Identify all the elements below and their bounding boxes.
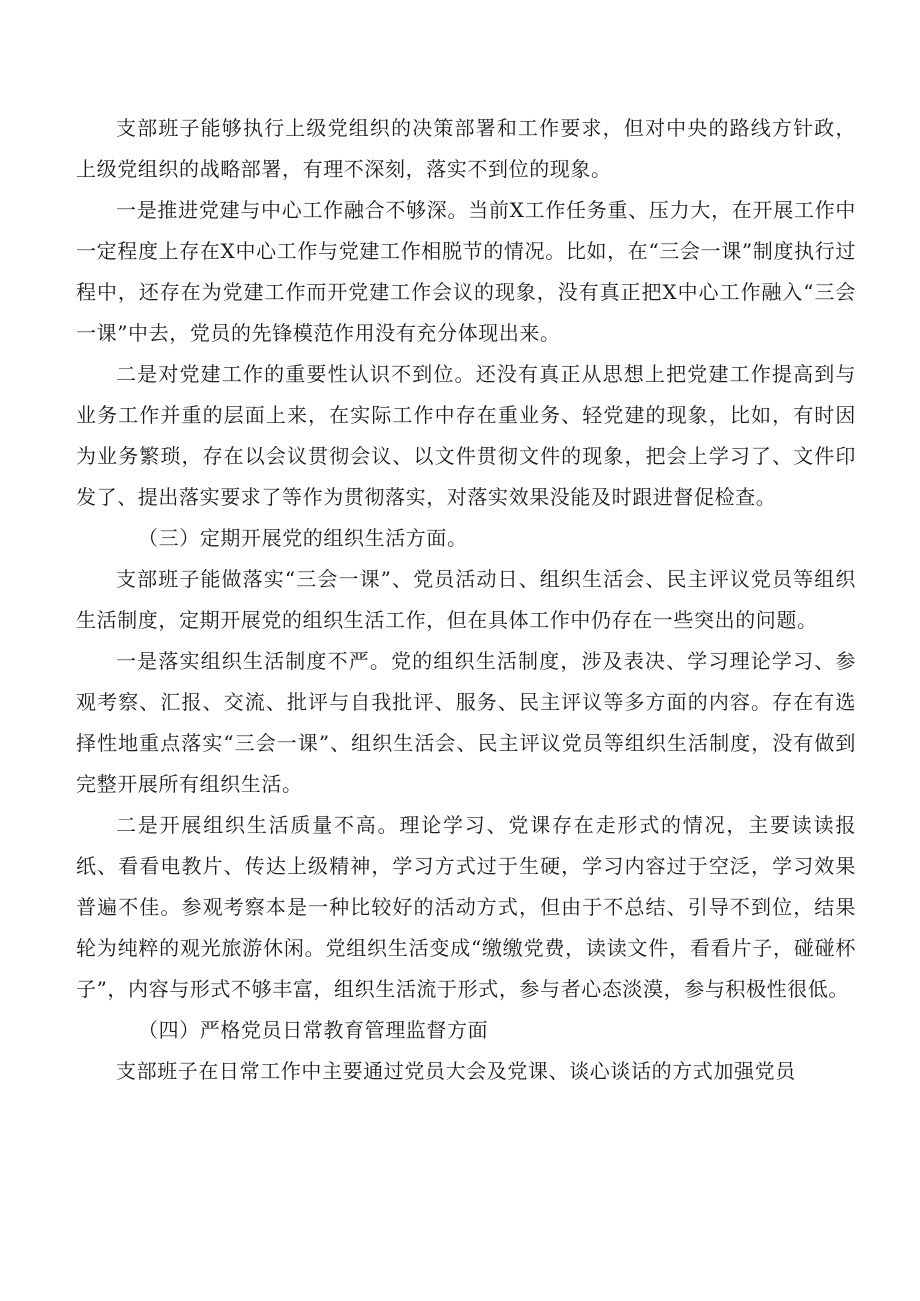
paragraph-section-three-point-two: 二是开展组织生活质量不高。理论学习、党课存在走形式的情况，主要读读报纸、看看电教片、传达上级精神，学习方式过于生硬，学习内容过于空泛，学习效果普遍不佳。参观考察本是一种比较好的活动方式，但由于不总结、引导不到位，结果轮为纯粹的观光旅游休闲。党组织生活变成“缴缴党费，读读文件，看看片子，碰碰杯子”，内容与形式不够丰富，组织生活流于形式，参与者心态淡漠，参与积极性很低。	[76, 813, 856, 1001]
paragraph-point-one: 一是推进党建与中心工作融合不够深。当前X工作任务重、压力大，在开展工作中一定程度上存在X中心工作与党建工作相脱节的情况。比如，在“三会一课”制度执行过程中，还存在为党建工作而开党建工作会议的现象，没有真正把X中心工作融入“三会一课”中去，党员的先锋模范作用没有充分体现出来。	[76, 198, 856, 345]
paragraph-point-two: 二是对党建工作的重要性认识不到位。还没有真正从思想上把党建工作提高到与业务工作并重的层面上来，在实际工作中存在重业务、轻党建的现象，比如，有时因为业务繁琐，存在以会议贯彻会议、以文件贯彻文件的现象，把会上学习了、文件印发了、提出落实要求了等作为贯彻落实，对落实效果没能及时跟进督促检查。	[76, 362, 856, 509]
paragraph-section-three-point-one: 一是落实组织生活制度不严。党的组织生活制度，涉及表决、学习理论学习、参观考察、汇报、交流、批评与自我批评、服务、民主评议等多方面的内容。存在有选择性地重点落实“三会一课”、组织生活会、民主评议党员等组织生活制度，没有做到完整开展所有组织生活。	[76, 649, 856, 796]
section-heading-three: （三）定期开展党的组织生活方面。	[138, 526, 468, 550]
paragraph-section-four-intro: 支部班子在日常工作中主要通过党员大会及党课、谈心谈话的方式加强党员	[116, 1059, 796, 1083]
section-heading-four: （四）严格党员日常教育管理监督方面	[138, 1018, 489, 1042]
document-page	[76, 108, 856, 1092]
paragraph-section-three-intro: 支部班子能做落实“三会一课”、党员活动日、组织生活会、民主评议党员等组织生活制度，定期开展党的组织生活工作，但在具体工作中仍存在一些突出的问题。	[76, 567, 856, 632]
paragraph-intro: 支部班子能够执行上级党组织的决策部署和工作要求，但对中央的路线方针政，上级党组织的战略部署，有理不深刻，落实不到位的现象。	[76, 116, 856, 181]
